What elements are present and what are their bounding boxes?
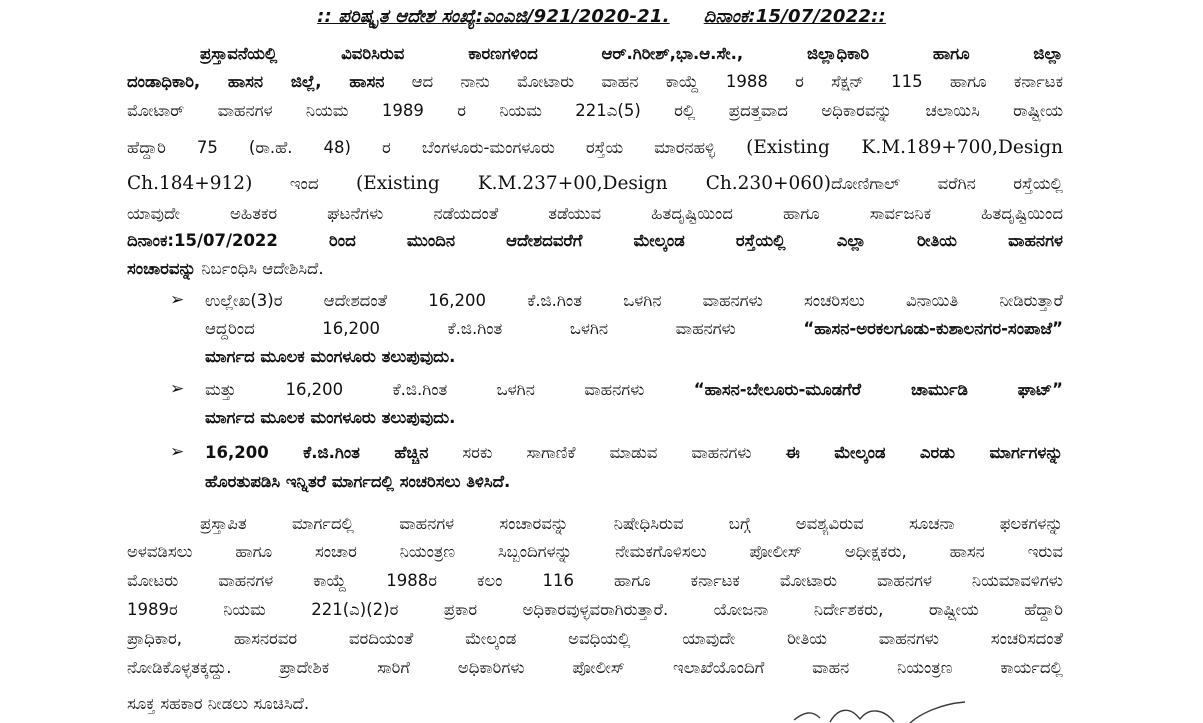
- signature-mark: [790, 700, 990, 723]
- para2-line-6: ನೋಡಿಕೊಳ್ಳತಕ್ಕದ್ದು. ಪ್ರಾದೇಶಿಕ ಸಾರಿಗೆ ಅಧಿಕಾರಿಗಳು ಪೋಲೀಸ್ ಇಲಾಖೆಯೊಂದಿಗೆ ವಾಹನ ನಿಯಂತ್ರಣ ಕಾರ್ಯದಲ್ಲಿ: [127, 658, 1063, 677]
- bullet3-line-1: 16,200 ಕೆ.ಜಿ.ಗಿಂತ ಹೆಚ್ಚಿನ ಸರಕು ಸಾಗಾಣಿಕೆ ಮಾಡುವ ವಾಹನಗಳು ಈ ಮೇಲ್ಕಂಡ ಎರಡು ಮಾರ್ಗಗಳನ್ನು: [205, 443, 1063, 462]
- bullet1-line-1: ಉಲ್ಲೇಖ(3)ರ ಆದೇಶದಂತೆ 16,200 ಕೆ.ಜಿ.ಗಿಂತ ಒಳಗಿನ ವಾಹನಗಳು ಸಂಚರಿಸಲು ವಿನಾಯಿತಿ ನೀಡಿರುತ್ತಾರೆ: [205, 291, 1063, 310]
- para2-line-3: ಮೋಟರು ವಾಹನಗಳ ಕಾಯ್ದೆ 1988ರ ಕಲಂ 116 ಹಾಗೂ ಕರ್ನಾಟಕ ಮೋಟಾರು ವಾಹನಗಳ ನಿಯಮಾವಳಿಗಳು: [127, 571, 1063, 590]
- bullet2-line-1: ಮತ್ತು 16,200 ಕೆ.ಜಿ.ಗಿಂತ ಒಳಗಿನ ವಾಹನಗಳು “ಹಾಸನ-ಬೇಲೂರು-ಮೂಡಗೆರೆ ಚಾರ್ಮುಡಿ ಘಾಟ್”: [205, 380, 1063, 399]
- para2-line-5: ಪ್ರಾಧಿಕಾರ, ಹಾಸನರವರ ವರದಿಯಂತೆ ಮೇಲ್ಕಂಡ ಅವಧಿಯಲ್ಲಿ ಯಾವುದೇ ರೀತಿಯ ವಾಹನಗಳು ಸಂಚರಿಸದಂತೆ: [127, 629, 1063, 648]
- para1-line-8: ಸಂಚಾರವನ್ನು ನಿರ್ಬಂಧಿಸಿ ಆದೇಶಿಸಿದೆ.: [127, 259, 324, 278]
- order-number: :: ಪರಿಷ್ಕೃತ ಆದೇಶ ಸಂಖ್ಯೆ:ಎಂಎಜಿ/921/2020-21.: [317, 6, 670, 27]
- order-header: [0, 6, 1203, 27]
- bullet1-line-2: ಆದ್ದರಿಂದ 16,200 ಕೆ.ಜಿ.ಗಿಂತ ಒಳಗಿನ ವಾಹನಗಳು “ಹಾಸನ-ಅರಕಲಗೂಡು-ಕುಶಾಲನಗರ-ಸಂಪಾಜೆ”: [205, 319, 1063, 338]
- bullet-arrow-icon: ➢: [170, 442, 185, 462]
- para2-line-2: ಅಳವಡಿಸಲು ಹಾಗೂ ಸಂಚಾರ ನಿಯಂತ್ರಣ ಸಿಬ್ಬಂದಿಗಳನ್ನು ನೇಮಕಗೊಳಿಸಲು ಪೋಲೀಸ್ ಅಧೀಕ್ಷಕರು, ಹಾಸನ ಇರುವ: [127, 542, 1063, 561]
- bullet1-line-3: ಮಾರ್ಗದ ಮೂಲಕ ಮಂಗಳೂರು ತಲುಪುವುದು.: [205, 347, 456, 366]
- para1-line-7: ದಿನಾಂಕ:15/07/2022 ರಿಂದ ಮುಂದಿನ ಆದೇಶದವರೆಗೆ ಮೇಲ್ಕಂಡ ರಸ್ತೆಯಲ್ಲಿ ಎಲ್ಲಾ ರೀತಿಯ ವಾಹನಗಳ: [127, 231, 1063, 250]
- para2-line-1: ಪ್ರಸ್ತಾಪಿತ ಮಾರ್ಗದಲ್ಲಿ ವಾಹನಗಳ ಸಂಚಾರವನ್ನು ನಿಷೇಧಿಸಿರುವ ಬಗ್ಗೆ ಅವಶ್ಯವಿರುವ ಸೂಚನಾ ಫಲಕಗಳನ್ನು: [200, 514, 1063, 533]
- para1-line-2: ದಂಡಾಧಿಕಾರಿ, ಹಾಸನ ಜಿಲ್ಲೆ, ಹಾಸನ ಆದ ನಾನು ಮೋಟಾರು ವಾಹನ ಕಾಯ್ದೆ 1988 ರ ಸೆಕ್ಷನ್ 115 ಹಾಗೂ ಕರ್ನಾಟಕ: [127, 72, 1063, 91]
- para1-line-5: Ch.184+912) ಇಂದ (Existing K.M.237+00,Design Ch.230+060)ದೋಣಿಗಾಲ್ ವರೆಗಿನ ರಸ್ತೆಯಲ್ಲಿ: [127, 173, 1063, 194]
- bullet-arrow-icon: ➢: [170, 379, 185, 399]
- para1-line-6: ಯಾವುದೇ ಅಹಿತಕರ ಘಟನೆಗಳು ನಡೆಯದಂತೆ ತಡೆಯುವ ಹಿತದೃಷ್ಟಿಯಿಂದ ಹಾಗೂ ಸಾರ್ವಜನಿಕ ಹಿತದೃಷ್ಟಿಯಿಂದ: [127, 204, 1063, 223]
- bullet3-line-2: ಹೊರತುಪಡಿಸಿ ಇನ್ನಿತರೆ ಮಾರ್ಗದಲ್ಲಿ ಸಂಚರಿಸಲು ತಿಳಿಸಿದೆ.: [205, 472, 511, 491]
- para2-line-4: 1989ರ ನಿಯಮ 221(ಎ)(2)ರ ಪ್ರಕಾರ ಅಧಿಕಾರವುಳ್ಳವರಾಗಿರುತ್ತಾರೆ. ಯೋಜನಾ ನಿರ್ದೇಶಕರು, ರಾಷ್ಟ್ರೀಯ ಹೆದ್ದಾರಿ: [127, 600, 1063, 619]
- para1-line-1: ಪ್ರಸ್ತಾವನೆಯಲ್ಲಿ ವಿವರಿಸಿರುವ ಕಾರಣಗಳಿಂದ ಆರ್.ಗಿರೀಶ್,ಭಾ.ಆ.ಸೇ., ಜಿಲ್ಲಾಧಿಕಾರಿ ಹಾಗೂ ಜಿಲ್ಲಾ: [200, 44, 1063, 63]
- order-date: ದಿನಾಂಕ:15/07/2022::: [703, 6, 886, 27]
- para2-line-7: ಸೂಕ್ತ ಸಹಕಾರ ನೀಡಲು ಸೂಚಿಸಿದೆ.: [127, 694, 310, 713]
- para1-line-4: ಹೆದ್ದಾರಿ 75 (ರಾ.ಹೆ. 48) ರ ಬೆಂಗಳೂರು-ಮಂಗಳೂರು ರಸ್ತೆಯ ಮಾರನಹಳ್ಳಿ (Existing K.M.189+700,Design: [127, 137, 1063, 158]
- bullet-arrow-icon: ➢: [170, 290, 185, 310]
- para1-line-3: ಮೋಟಾರ್ ವಾಹನಗಳ ನಿಯಮ 1989 ರ ನಿಯಮ 221ಎ(5) ರಲ್ಲಿ ಪ್ರದತ್ತವಾದ ಅಧಿಕಾರವನ್ನು ಚಲಾಯಿಸಿ ರಾಷ್ಟ್ರೀಯ: [127, 101, 1063, 120]
- bullet2-line-2: ಮಾರ್ಗದ ಮೂಲಕ ಮಂಗಳೂರು ತಲುಪುವುದು.: [205, 408, 456, 427]
